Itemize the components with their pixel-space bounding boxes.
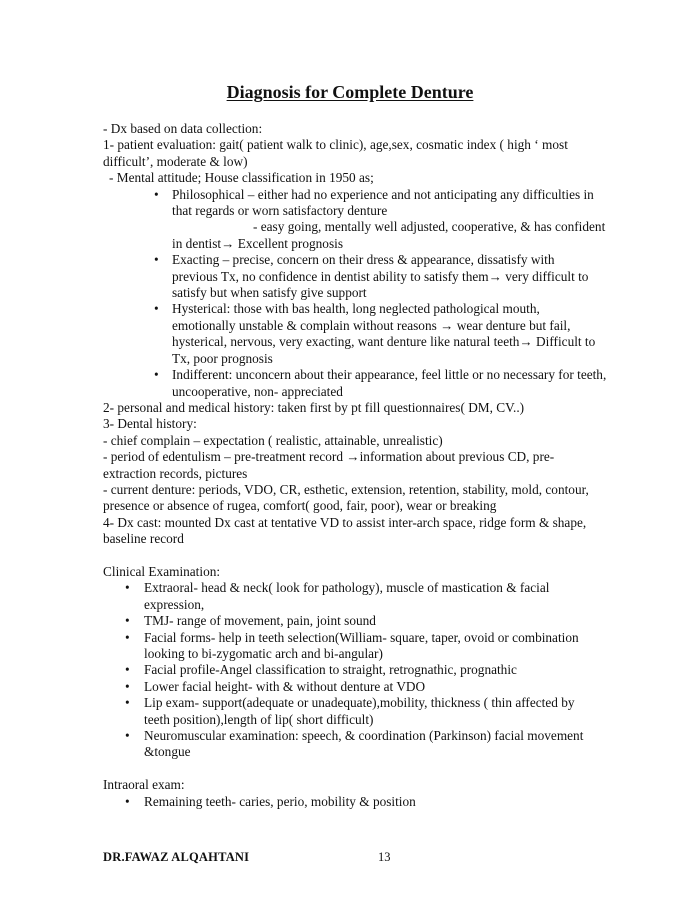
page-title: Diagnosis for Complete Denture [226, 82, 474, 102]
list-item-text: Extraoral- head & neck( look for pathology), muscle of mastication & facial [144, 580, 550, 596]
list-item [103, 613, 633, 629]
page-number: 13 [378, 850, 391, 864]
list-item [103, 728, 633, 744]
list-item-cont: &tongue [144, 744, 191, 760]
list-item [103, 252, 633, 268]
document-body [103, 121, 633, 810]
list-item [103, 662, 633, 678]
list-item [103, 187, 633, 203]
list-item-text: Exacting – precise, concern on their dress & appearance, dissatisfy with [172, 252, 555, 268]
list-item-text: Lip exam- support(adequate or unadequate),mobility, thickness ( thin affected by [144, 695, 575, 711]
intraoral-list [103, 794, 633, 810]
list-item-cont: looking to bi-zygomatic arch and bi-angular) [144, 645, 383, 661]
text-line: - Mental attitude; House classification in 1950 as; [109, 170, 374, 186]
list-item-cont: emotionally unstable & complain without reasons → wear denture but fail, [172, 317, 571, 333]
list-item [103, 630, 633, 646]
text-line: presence or absence of rugea, comfort( good, fair, poor), wear or breaking [103, 498, 497, 514]
list-item-cont: that regards or worn satisfactory denture [172, 203, 388, 219]
text-line: 3- Dental history: [103, 416, 197, 432]
footer-author: DR.FAWAZ ALQAHTANI [103, 850, 250, 864]
text-line: - current denture: periods, VDO, CR, esthetic, extension, retention, stability, mold, contour, [103, 481, 589, 497]
attitude-list [103, 187, 633, 400]
text-line: - chief complain – expectation ( realistic, attainable, unrealistic) [103, 432, 443, 448]
list-item-cont: in dentist→ Excellent prognosis [172, 235, 343, 251]
list-item-cont: satisfy but when satisfy give support [172, 285, 367, 301]
list-item-cont: teeth position),length of lip( short difficult) [144, 711, 374, 727]
bullet-icon: • [125, 728, 130, 744]
list-item-cont: expression, [144, 596, 205, 612]
section-heading: Clinical Examination: [103, 563, 221, 579]
list-item-text: Facial forms- help in teeth selection(William- square, taper, ovoid or combination [144, 629, 579, 645]
list-item [103, 301, 633, 317]
list-item-text: Philosophical – either had no experience and not anticipating any difficulties in [172, 186, 594, 202]
list-item-text: Remaining teeth- caries, perio, mobility & position [144, 793, 416, 809]
section-heading: Intraoral exam: [103, 777, 185, 793]
list-item-cont: - easy going, mentally well adjusted, cooperative, & has confident [253, 219, 606, 235]
list-item-text: TMJ- range of movement, pain, joint sound [144, 613, 376, 629]
bullet-icon: • [125, 629, 130, 645]
list-item-text: Lower facial height- with & without denture at VDO [144, 678, 426, 694]
list-item [103, 367, 633, 383]
list-item [103, 679, 633, 695]
spacer [103, 548, 633, 564]
bullet-icon: • [154, 301, 159, 317]
list-item [103, 794, 633, 810]
list-item-text: Hysterical: those with bas health, long neglected pathological mouth, [172, 301, 540, 317]
bullet-icon: • [125, 678, 130, 694]
list-item-cont: previous Tx, no confidence in dentist ability to satisfy them→ very difficult to [172, 268, 589, 284]
text-line: baseline record [103, 531, 184, 547]
bullet-icon: • [154, 186, 159, 202]
text-line: 2- personal and medical history: taken first by pt fill questionnaires( DM, CV..) [103, 399, 525, 415]
bullet-icon: • [154, 367, 159, 383]
bullet-icon: • [154, 252, 159, 268]
spacer [103, 761, 633, 777]
list-item-cont: uncooperative, non- appreciated [172, 383, 343, 399]
list-item-text: Facial profile-Angel classification to straight, retrognathic, prognathic [144, 662, 517, 678]
list-item [103, 580, 633, 596]
list-item-text: Neuromuscular examination: speech, & coordination (Parkinson) facial movement [144, 728, 584, 744]
text-line: - period of edentulism – pre-treatment record →information about previous CD, pre- [103, 449, 555, 465]
text-line: 4- Dx cast: mounted Dx cast at tentative VD to assist inter-arch space, ridge form & shape, [103, 514, 587, 530]
list-item [103, 695, 633, 711]
list-item-cont: hysterical, nervous, very exacting, want denture like natural teeth→ Difficult to [172, 334, 596, 350]
bullet-icon: • [125, 662, 130, 678]
bullet-icon: • [125, 580, 130, 596]
clinical-list [103, 580, 633, 760]
bullet-icon: • [125, 793, 130, 809]
bullet-icon: • [125, 695, 130, 711]
list-item-text: Indifferent: unconcern about their appearance, feel little or no necessary for teeth, [172, 367, 607, 383]
text-line: difficult’, moderate & low) [103, 153, 248, 169]
text-line: extraction records, pictures [103, 465, 248, 481]
text-line: - Dx based on data collection: [103, 121, 263, 136]
bullet-icon: • [125, 613, 130, 629]
list-item-cont: Tx, poor prognosis [172, 350, 273, 366]
text-line: 1- patient evaluation: gait( patient walk to clinic), age,sex, cosmatic index ( high ‘ most [103, 137, 568, 153]
